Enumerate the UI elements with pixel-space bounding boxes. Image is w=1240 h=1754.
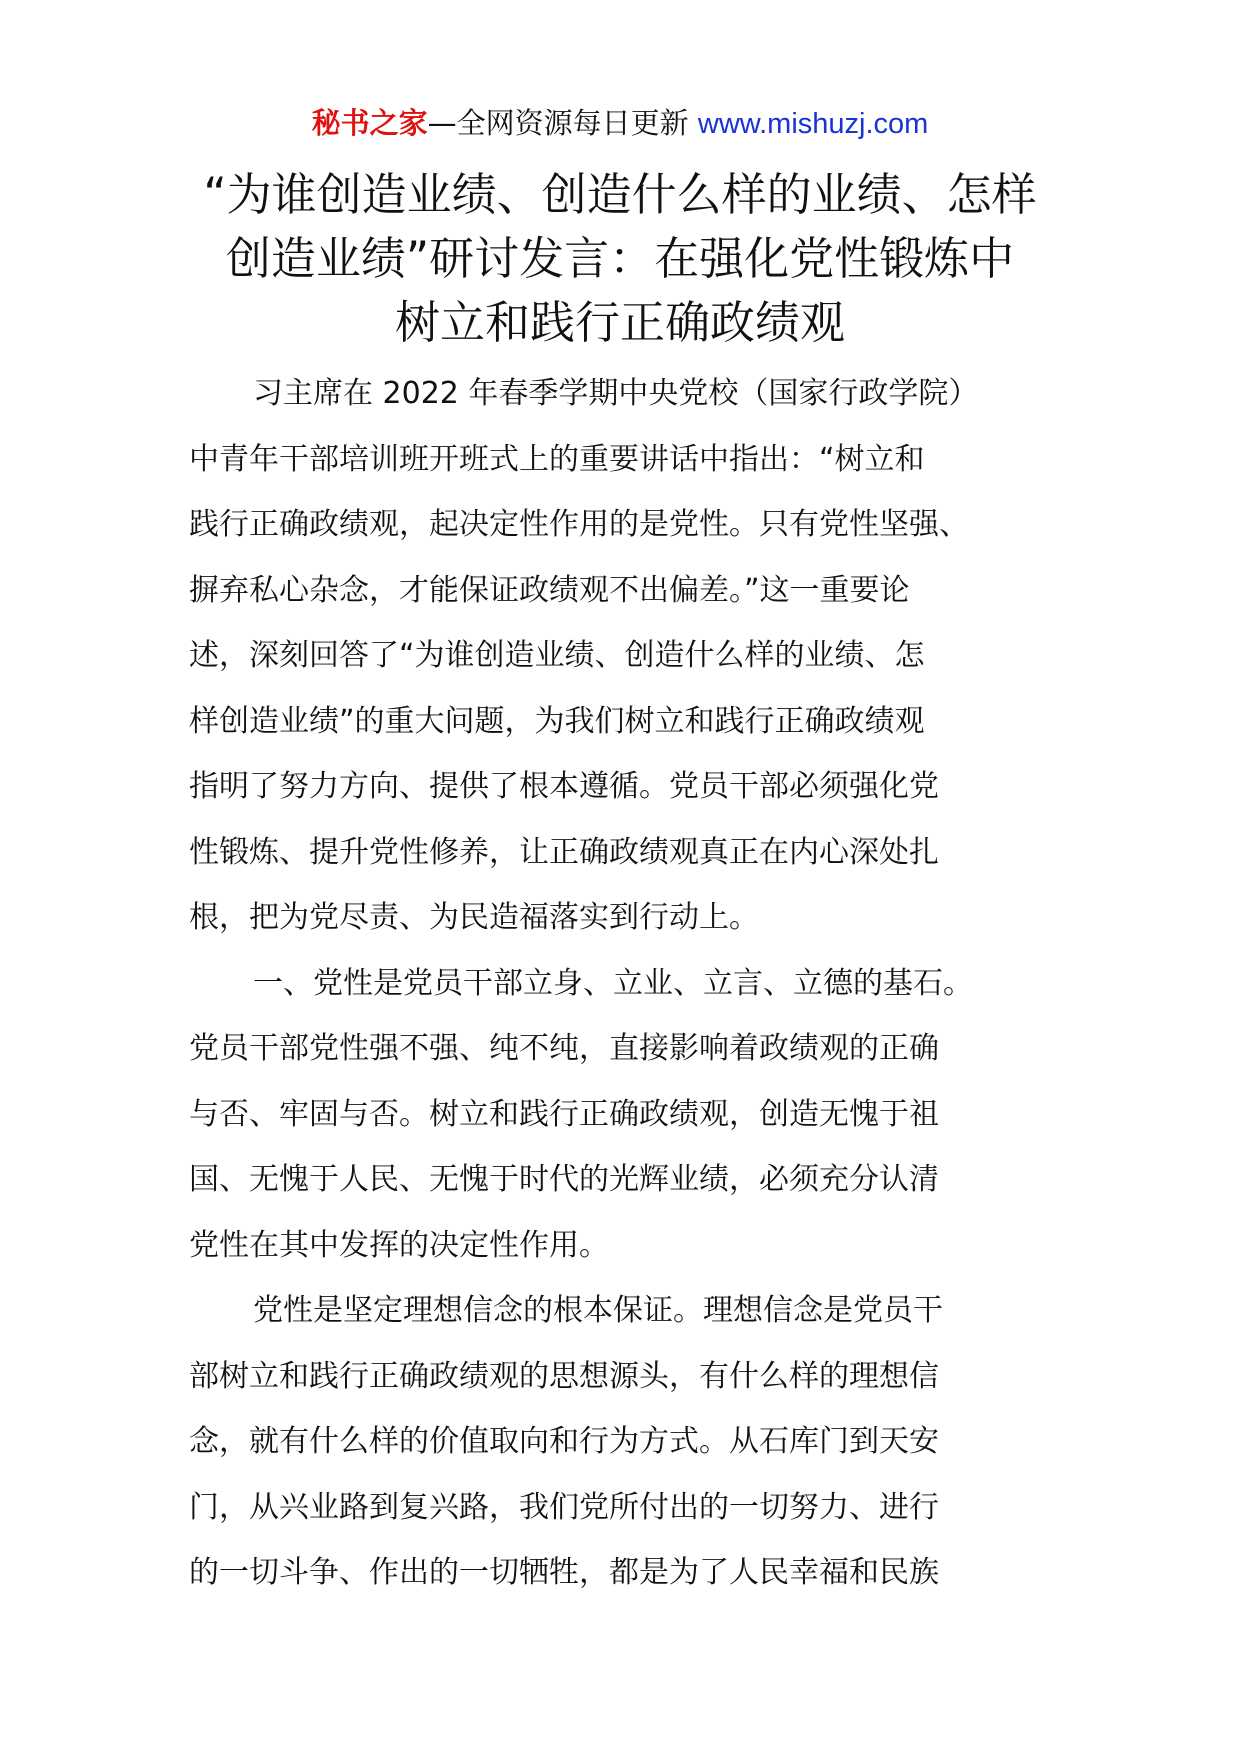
text-line: 一、党性是党员干部立身、立业、立言、立德的基石。 xyxy=(253,965,973,1001)
text-line: 部树立和践行正确政绩观的思想源头，有什么样的理想信 xyxy=(189,1358,939,1394)
paragraph-ideals xyxy=(189,1278,1029,1606)
text-line: 摒弃私心杂念，才能保证政绩观不出偏差。”这一重要论 xyxy=(189,572,910,608)
text-line: 根，把为党尽责、为民造福落实到行动上。 xyxy=(189,900,759,935)
document-body xyxy=(189,361,1029,1606)
text-line: 与否、牢固与否。树立和践行正确政绩观，创造无愧于祖 xyxy=(189,1096,939,1132)
title-line: “为谁创造业绩、创造什么样的业绩、怎样 xyxy=(203,168,1037,221)
text-line: 国、无愧于人民、无愧于时代的光辉业绩，必须充分认清 xyxy=(189,1162,939,1197)
paragraph-section-one xyxy=(189,951,1029,1279)
text-line: 述，深刻回答了“为谁创造业绩、创造什么样的业绩、怎 xyxy=(189,638,925,673)
title-line: 创造业绩”研讨发言：在强化党性锻炼中 xyxy=(225,232,1015,285)
paragraph-intro xyxy=(189,361,1029,951)
text-line: 践行正确政绩观，起决定性作用的是党性。只有党性坚强、 xyxy=(189,507,969,542)
text-line: 门，从兴业路到复兴路，我们党所付出的一切努力、进行 xyxy=(189,1489,939,1525)
text-line: 中青年干部培训班开班式上的重要讲话中指出：“树立和 xyxy=(189,441,925,477)
document-title xyxy=(150,163,1090,355)
text-line: 念，就有什么样的价值取向和行为方式。从石库门到天安 xyxy=(189,1424,939,1459)
text-line: 习主席在 2022 年春季学期中央党校（国家行政学院） xyxy=(253,376,979,411)
text-line: 党员干部党性强不强、纯不纯，直接影响着政绩观的正确 xyxy=(189,1031,939,1066)
banner-slogan: —全网资源每日更新 xyxy=(427,106,698,140)
banner-url[interactable]: www.mishuzj.com xyxy=(697,108,929,140)
site-banner xyxy=(0,103,1240,144)
text-line: 性锻炼、提升党性修养，让正确政绩观真正在内心深处扎 xyxy=(189,834,939,870)
title-line: 树立和践行正确政绩观 xyxy=(394,296,845,349)
text-line: 党性在其中发挥的决定性作用。 xyxy=(189,1227,609,1263)
text-line: 样创造业绩”的重大问题，为我们树立和践行正确政绩观 xyxy=(189,703,925,739)
banner-brand: 秘书之家 xyxy=(311,106,428,140)
text-line: 的一切斗争、作出的一切牺牲，都是为了人民幸福和民族 xyxy=(189,1555,939,1590)
text-line: 指明了努力方向、提供了根本遵循。党员干部必须强化党 xyxy=(189,769,939,804)
text-line: 党性是坚定理想信念的根本保证。理想信念是党员干 xyxy=(253,1293,943,1328)
